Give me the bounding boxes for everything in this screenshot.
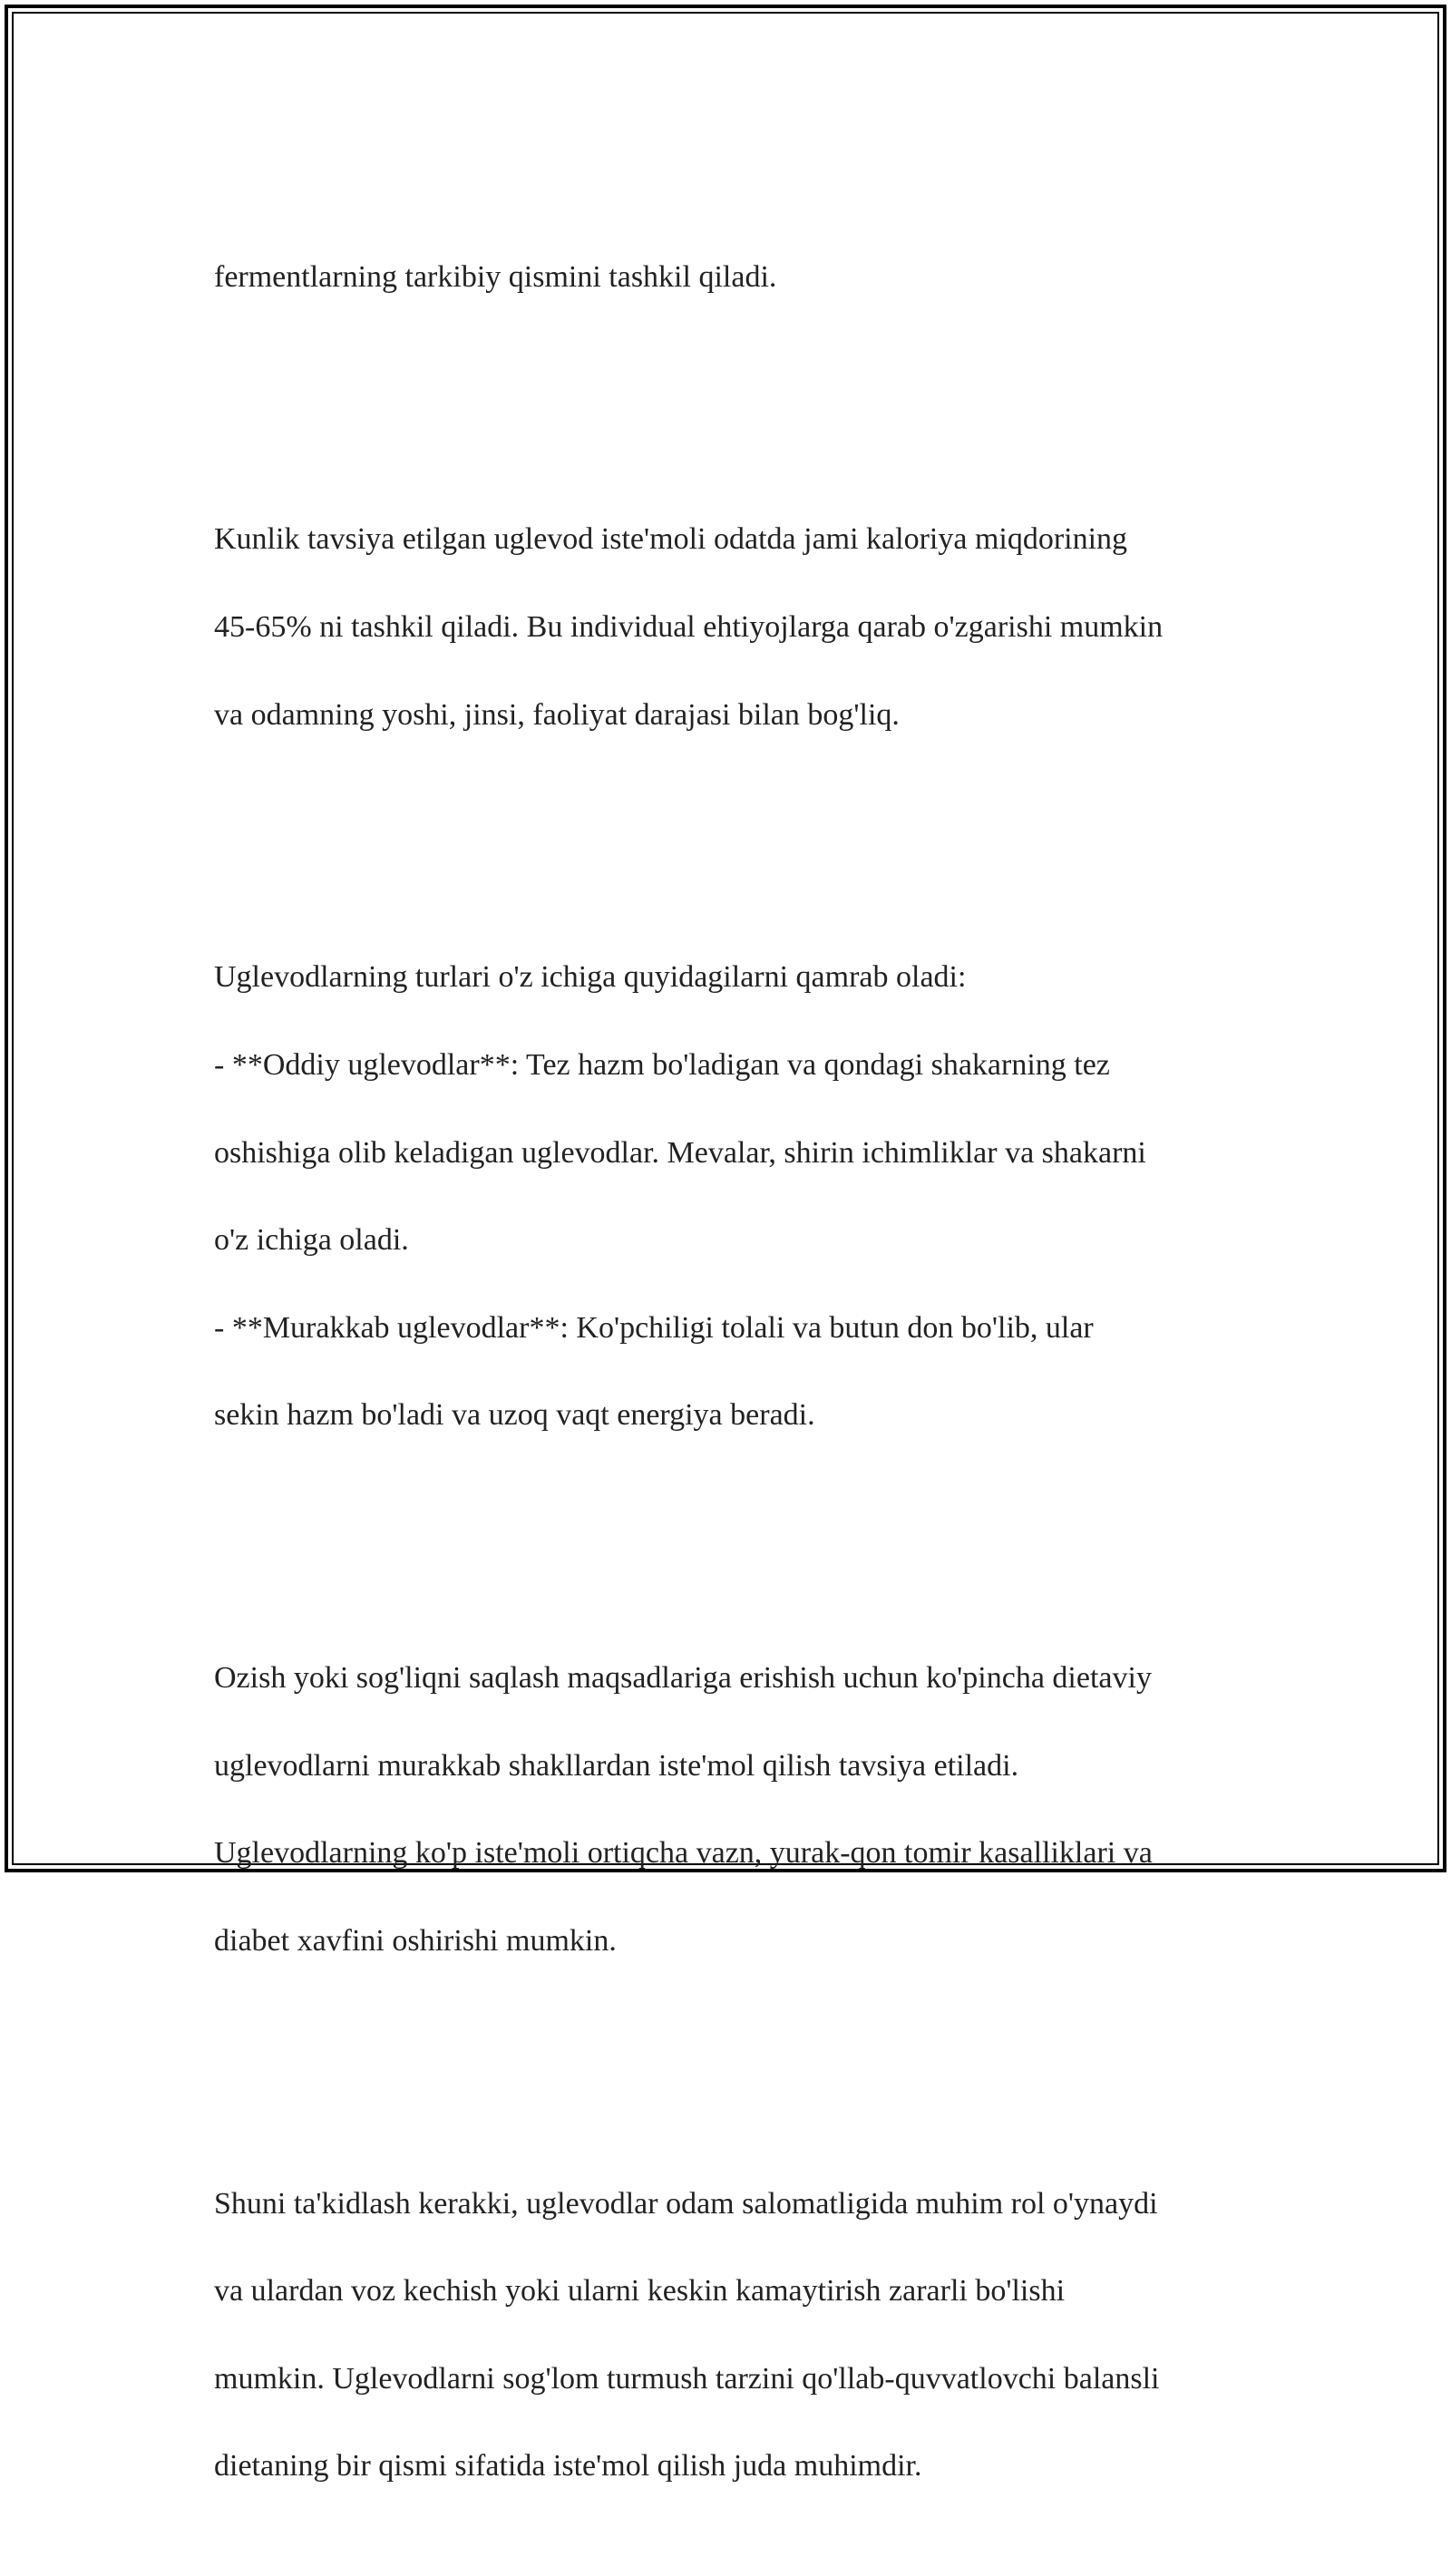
text-line: dietaning bir qismi sifatida iste'mol qilish juda muhimdir. <box>214 2449 922 2484</box>
document-body <box>214 168 1257 2576</box>
text-line: Shuni ta'kidlash kerakki, uglevodlar odam salomatligida muhim rol o'ynaydi <box>214 2186 1158 2221</box>
text-line: 45-65% ni tashkil qiladi. Bu individual ehtiyojlarga qarab o'zgarishi mumkin <box>214 609 1164 644</box>
text-line: Kunlik tavsiya etilgan uglevod iste'moli odatda jami kaloriya miqdorining <box>214 522 1128 557</box>
text-line: va ulardan voz kechish yoki ularni keskin kamaytirish zararli bo'lishi <box>214 2274 1066 2309</box>
text-line: fermentlarning tarkibiy qismini tashkil qiladi. <box>214 259 777 294</box>
text-line: uglevodlarni murakkab shakllardan iste'mol qilish tavsiya etiladi. <box>214 1748 1019 1783</box>
paragraph-continuation <box>214 211 1257 343</box>
text-line: va odamning yoshi, jinsi, faoliyat darajasi bilan bog'liq. <box>214 697 900 732</box>
text-line: diabet xavfini oshirishi mumkin. <box>214 1923 617 1958</box>
paragraph-carb-types <box>214 912 1257 1482</box>
paragraph-daily-intake <box>214 474 1257 781</box>
text-line: Ozish yoki sog'liqni saqlash maqsadlariga erishish uchun ko'pincha dietaviy <box>214 1661 1152 1696</box>
list-item-complex-carbs: - **Murakkab uglevodlar**: Ko'pchiligi tolali va butun don bo'lib, ular <box>214 1310 1094 1345</box>
text-line: mumkin. Uglevodlarni sog'lom turmush tarzini qo'llab-quvvatlovchi balansli <box>214 2361 1160 2396</box>
text-line: sekin hazm bo'ladi va uzoq vaqt energiya beradi. <box>214 1398 815 1433</box>
list-item-simple-carbs: - **Oddiy uglevodlar**: Tez hazm bo'ladigan va qondagi shakarning tez <box>214 1047 1110 1082</box>
text-line: oshishiga olib keladigan uglevodlar. Mevalar, shirin ichimliklar va shakarni <box>214 1135 1146 1170</box>
text-line: Uglevodlarning turlari o'z ichiga quyidagilarni qamrab oladi: <box>214 960 967 995</box>
text-line: Uglevodlarning ko'p iste'moli ortiqcha vazn, yurak-qon tomir kasalliklari va <box>214 1836 1153 1871</box>
paragraph-conclusion <box>214 2138 1257 2532</box>
paragraph-health-goals <box>214 1613 1257 2007</box>
text-line: o'z ichiga oladi. <box>214 1223 409 1258</box>
